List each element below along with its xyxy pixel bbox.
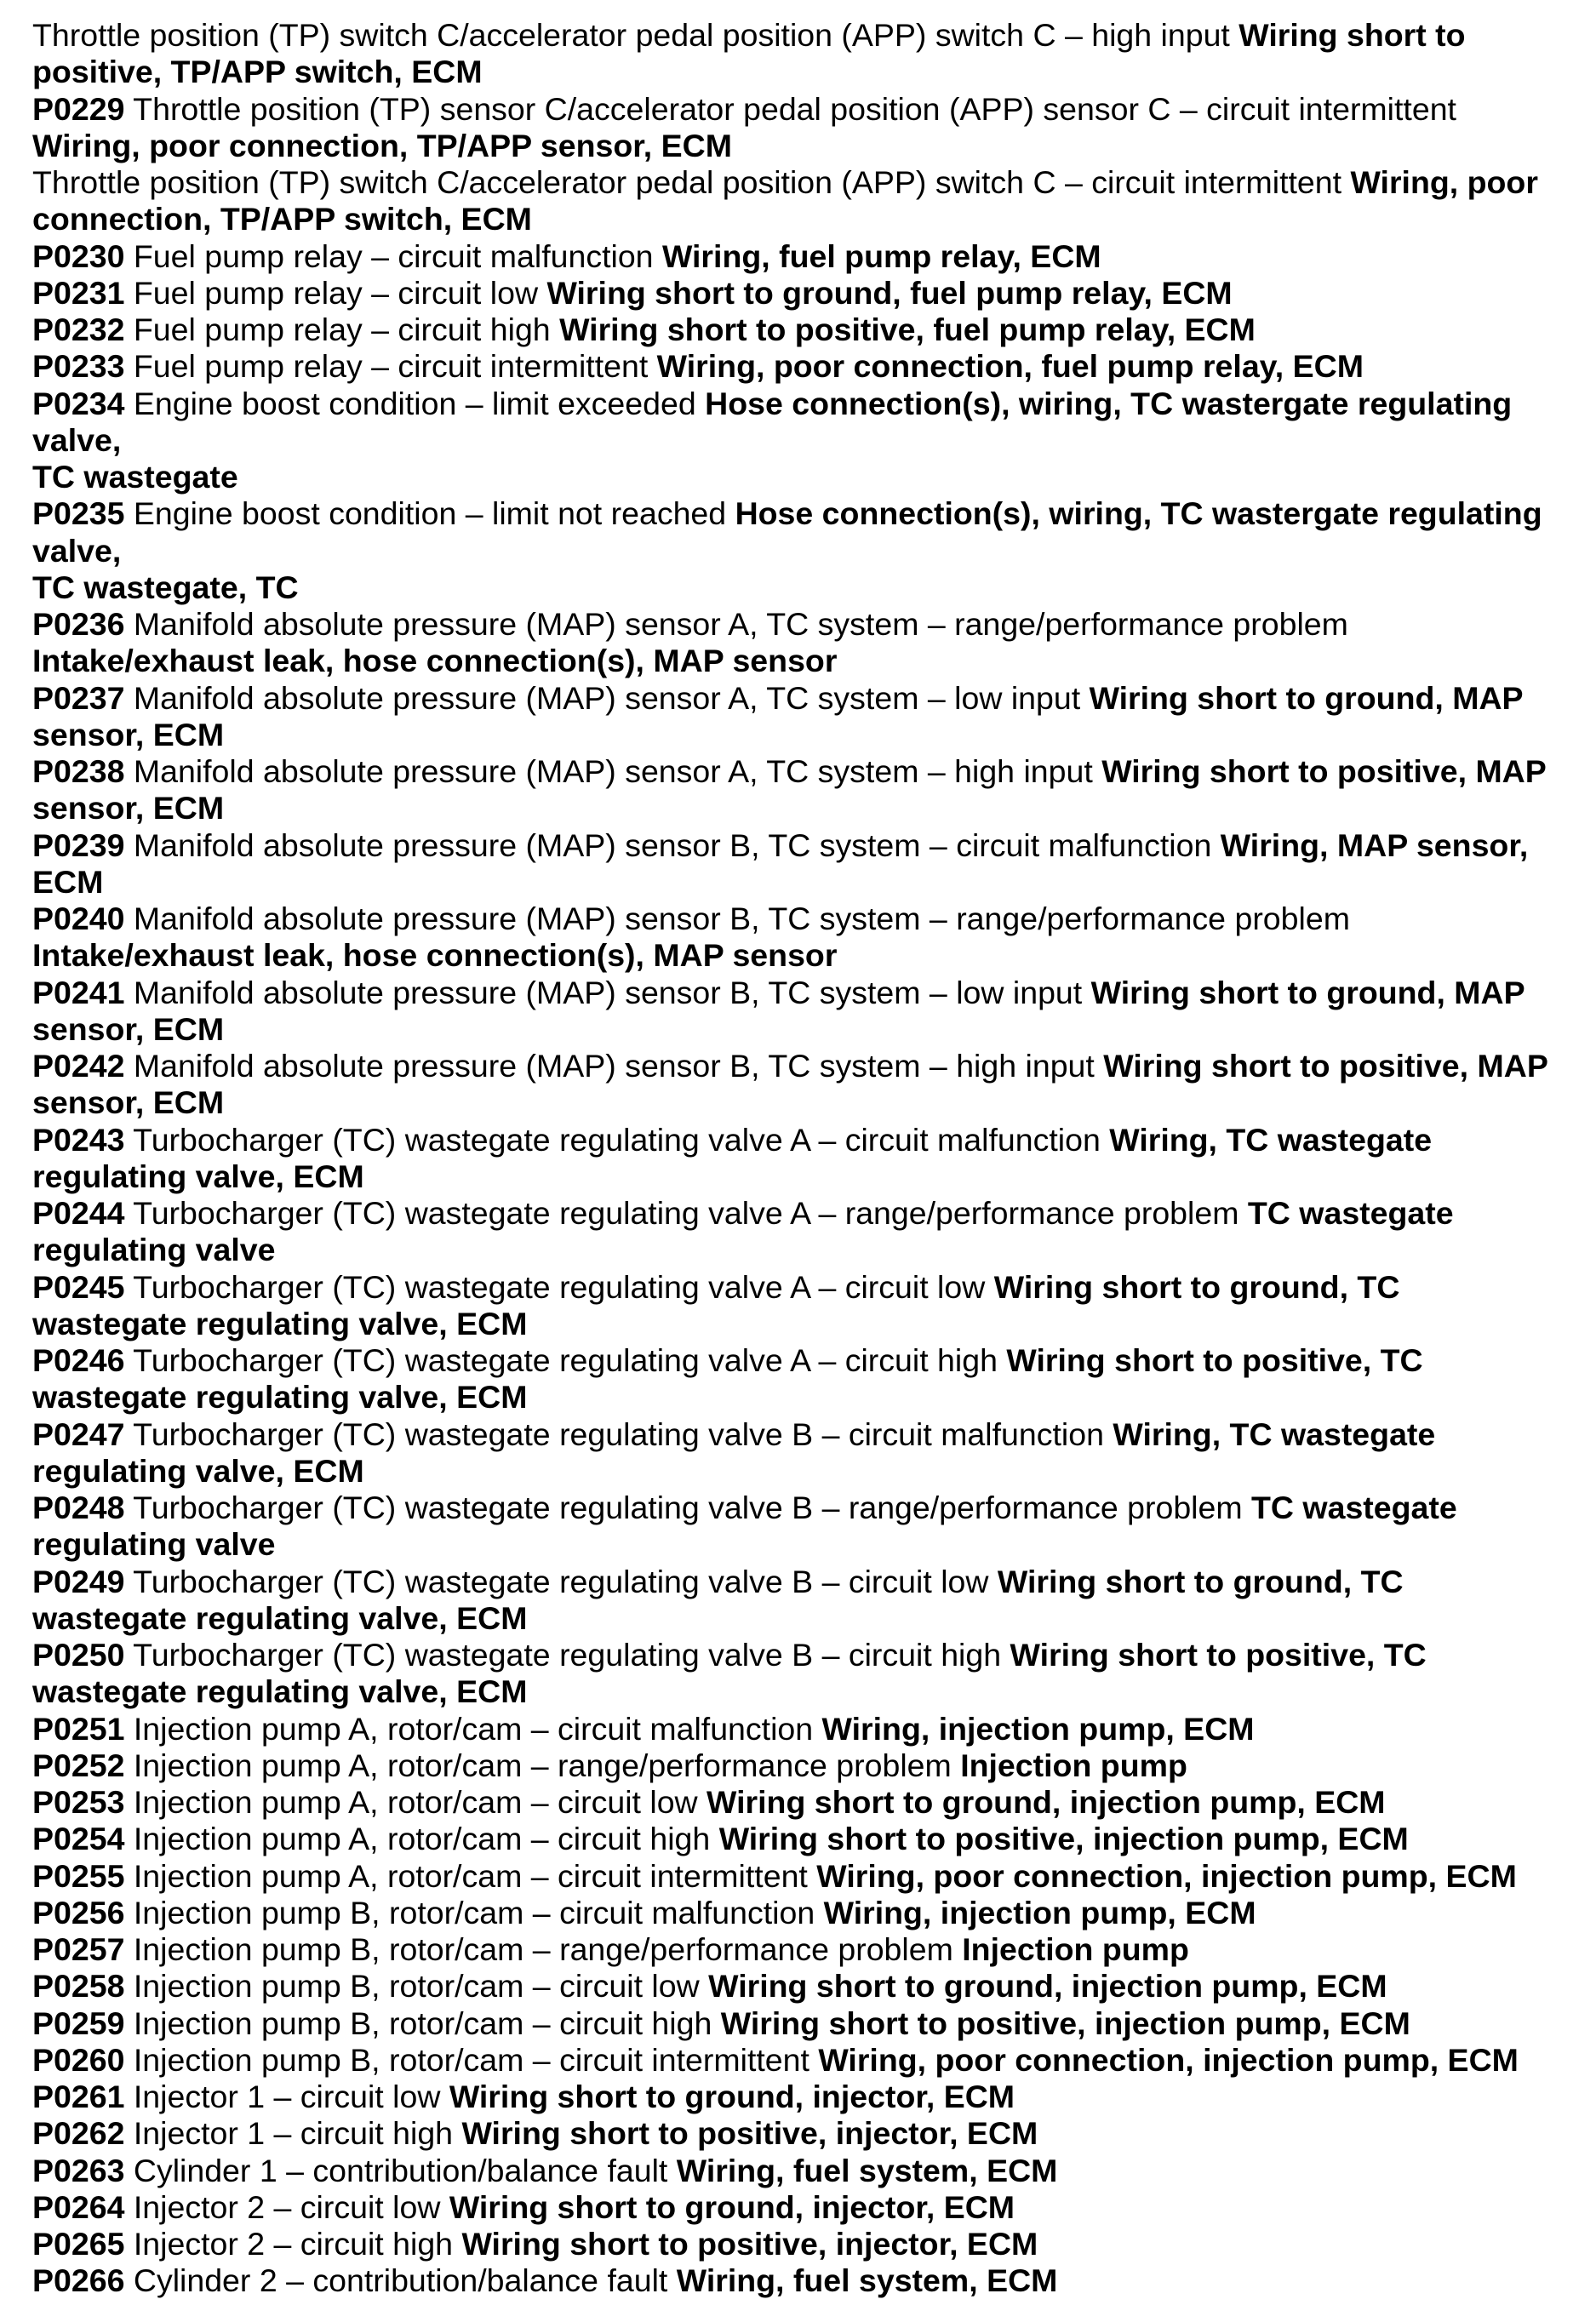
code-line bbox=[32, 164, 1575, 201]
dtc-code: P0246 bbox=[32, 1342, 125, 1378]
code-line bbox=[32, 680, 1575, 717]
dtc-possible-cause: Wiring, TC wastegate bbox=[1113, 1416, 1436, 1452]
dtc-possible-cause: Hose connection(s), wiring, TC wastergate regulating bbox=[735, 495, 1542, 532]
code-line bbox=[32, 937, 1575, 974]
dtc-description: Turbocharger (TC) wastegate regulating valve A – circuit low bbox=[124, 1268, 994, 1305]
dtc-possible-cause: TC wastegate, TC bbox=[32, 569, 299, 605]
code-line bbox=[32, 1011, 1575, 1048]
dtc-code: P0248 bbox=[32, 1490, 125, 1525]
code-line bbox=[32, 1711, 1575, 1747]
code-line bbox=[32, 753, 1575, 790]
dtc-description: Turbocharger (TC) wastegate regulating valve A – circuit malfunction bbox=[124, 1121, 1110, 1158]
dtc-description: Turbocharger (TC) wastegate regulating valve B – circuit low bbox=[124, 1563, 998, 1599]
dtc-description: Cylinder 2 – contribution/balance fault bbox=[124, 2262, 677, 2299]
dtc-code: P0263 bbox=[32, 2152, 125, 2188]
dtc-possible-cause: positive, TP/APP switch, ECM bbox=[32, 54, 483, 90]
dtc-possible-cause: Wiring short to ground, MAP bbox=[1089, 679, 1524, 716]
code-line bbox=[32, 275, 1575, 312]
code-line bbox=[32, 2262, 1575, 2299]
dtc-description: Manifold absolute pressure (MAP) sensor B, TC system – circuit malfunction bbox=[124, 826, 1221, 863]
dtc-possible-cause: TC wastegate bbox=[32, 459, 238, 495]
code-line bbox=[32, 386, 1575, 422]
dtc-possible-cause: Wiring, fuel system, ECM bbox=[676, 2262, 1058, 2299]
dtc-possible-cause: Wiring short to positive, TC bbox=[1006, 1342, 1423, 1378]
code-line bbox=[32, 975, 1575, 1011]
dtc-possible-cause: Intake/exhaust leak, hose connection(s), MAP sensor bbox=[32, 937, 838, 974]
code-line bbox=[32, 717, 1575, 753]
dtc-code: P0249 bbox=[32, 1563, 125, 1599]
dtc-description: Injector 1 – circuit low bbox=[124, 2079, 449, 2114]
dtc-description: Injection pump A, rotor/cam – circuit high bbox=[124, 1821, 719, 1857]
dtc-possible-cause: sensor, ECM bbox=[32, 1010, 225, 1047]
dtc-possible-cause: Wiring short to positive, injection pump, ECM bbox=[720, 2005, 1410, 2041]
dtc-possible-cause: wastegate regulating valve, ECM bbox=[32, 1379, 528, 1416]
dtc-possible-cause: valve, bbox=[32, 532, 122, 569]
dtc-description: Throttle position (TP) switch C/accelerator pedal position (APP) switch C – high input bbox=[32, 17, 1239, 53]
dtc-possible-cause: Wiring, poor connection, injection pump, ECM bbox=[816, 1857, 1517, 1894]
code-line bbox=[32, 901, 1575, 937]
dtc-description: Turbocharger (TC) wastegate regulating valve B – circuit malfunction bbox=[124, 1416, 1113, 1452]
dtc-possible-cause: wastegate regulating valve, ECM bbox=[32, 1673, 528, 1710]
dtc-description: Injector 1 – circuit high bbox=[124, 2115, 462, 2152]
dtc-description: Injection pump B, rotor/cam – circuit malfunction bbox=[124, 1894, 824, 1930]
code-line bbox=[32, 569, 1575, 606]
dtc-code: P0252 bbox=[32, 1747, 125, 1783]
dtc-code: P0235 bbox=[32, 495, 125, 532]
code-line bbox=[32, 1342, 1575, 1379]
dtc-possible-cause: regulating valve bbox=[32, 1232, 276, 1268]
dtc-code: P0257 bbox=[32, 1931, 125, 1967]
code-line bbox=[32, 2153, 1575, 2189]
dtc-possible-cause: connection, TP/APP switch, ECM bbox=[32, 201, 532, 237]
code-line bbox=[32, 1453, 1575, 1490]
dtc-possible-cause: wastegate regulating valve, ECM bbox=[32, 1305, 528, 1341]
dtc-description: Manifold absolute pressure (MAP) sensor B, TC system – range/performance problem bbox=[124, 901, 1350, 936]
code-line bbox=[32, 1084, 1575, 1121]
dtc-possible-cause: Injection pump bbox=[960, 1747, 1187, 1783]
dtc-code: P0251 bbox=[32, 1710, 125, 1747]
dtc-code: P0244 bbox=[32, 1195, 125, 1231]
dtc-possible-cause: Hose connection(s), wiring, TC wastergate regulating bbox=[705, 385, 1513, 421]
dtc-code: P0258 bbox=[32, 1968, 125, 2005]
code-line bbox=[32, 1490, 1575, 1526]
code-line bbox=[32, 1416, 1575, 1453]
code-line bbox=[32, 1306, 1575, 1342]
code-line bbox=[32, 1747, 1575, 1784]
dtc-possible-cause: regulating valve, ECM bbox=[32, 1158, 364, 1194]
dtc-possible-cause: Wiring, poor connection, TP/APP sensor, ECM bbox=[32, 127, 732, 163]
dtc-possible-cause: Wiring short to positive, injector, ECM bbox=[461, 2115, 1038, 2152]
dtc-code: P0240 bbox=[32, 901, 125, 936]
code-line bbox=[32, 1048, 1575, 1084]
dtc-description: Turbocharger (TC) wastegate regulating valve A – circuit high bbox=[124, 1342, 1007, 1378]
code-line bbox=[32, 827, 1575, 864]
code-line bbox=[32, 1379, 1575, 1416]
dtc-possible-cause: TC wastegate bbox=[1251, 1490, 1457, 1525]
dtc-possible-cause: Wiring short to positive, injection pump, ECM bbox=[718, 1821, 1409, 1857]
dtc-possible-cause: Wiring short to bbox=[1238, 17, 1466, 53]
code-line bbox=[32, 2042, 1575, 2079]
dtc-possible-cause: Wiring, injection pump, ECM bbox=[823, 1894, 1256, 1930]
dtc-description: Injector 2 – circuit low bbox=[124, 2188, 449, 2225]
dtc-code: P0241 bbox=[32, 974, 125, 1010]
dtc-code: P0233 bbox=[32, 348, 125, 385]
code-line bbox=[32, 1122, 1575, 1158]
code-line bbox=[32, 2189, 1575, 2226]
dtc-code-list bbox=[32, 17, 1575, 2300]
dtc-code: P0264 bbox=[32, 2188, 125, 2225]
code-line bbox=[32, 1858, 1575, 1895]
dtc-description: Manifold absolute pressure (MAP) sensor A, TC system – low input bbox=[124, 679, 1090, 716]
dtc-code: P0253 bbox=[32, 1784, 125, 1820]
code-line bbox=[32, 495, 1575, 532]
dtc-code: P0236 bbox=[32, 606, 125, 642]
dtc-description: Injection pump A, rotor/cam – circuit malfunction bbox=[124, 1710, 822, 1747]
dtc-description: Fuel pump relay – circuit low bbox=[124, 274, 547, 311]
dtc-code: P0265 bbox=[32, 2226, 125, 2262]
code-line bbox=[32, 2079, 1575, 2115]
code-line bbox=[32, 1968, 1575, 2005]
dtc-code: P0247 bbox=[32, 1416, 125, 1452]
code-line bbox=[32, 1637, 1575, 1673]
dtc-possible-cause: TC wastegate bbox=[1247, 1195, 1454, 1231]
code-line bbox=[32, 1895, 1575, 1931]
code-line bbox=[32, 1232, 1575, 1268]
dtc-possible-cause: wastegate regulating valve, ECM bbox=[32, 1599, 528, 1636]
dtc-description: Engine boost condition – limit not reached bbox=[124, 495, 735, 532]
code-line bbox=[32, 312, 1575, 348]
dtc-description: Turbocharger (TC) wastegate regulating valve B – circuit high bbox=[124, 1637, 1010, 1673]
dtc-possible-cause: Wiring short to ground, injection pump, ECM bbox=[706, 1784, 1386, 1820]
dtc-description: Injection pump B, rotor/cam – circuit high bbox=[124, 2005, 721, 2041]
dtc-code: P0229 bbox=[32, 90, 125, 127]
dtc-possible-cause: Wiring short to ground, TC bbox=[997, 1563, 1404, 1599]
code-line bbox=[32, 1821, 1575, 1857]
dtc-possible-cause: Wiring, MAP sensor, bbox=[1220, 826, 1529, 863]
dtc-code: P0245 bbox=[32, 1268, 125, 1305]
dtc-possible-cause: Wiring, fuel system, ECM bbox=[676, 2152, 1058, 2188]
dtc-description: Fuel pump relay – circuit malfunction bbox=[124, 237, 662, 274]
code-line bbox=[32, 201, 1575, 237]
dtc-description: Manifold absolute pressure (MAP) sensor B, TC system – low input bbox=[124, 974, 1091, 1010]
dtc-description: Throttle position (TP) sensor C/accelerator pedal position (APP) sensor C – circuit intermittent bbox=[124, 90, 1456, 127]
dtc-possible-cause: Wiring short to ground, injector, ECM bbox=[449, 2079, 1015, 2114]
code-line bbox=[32, 533, 1575, 569]
code-line bbox=[32, 2115, 1575, 2152]
code-line bbox=[32, 1784, 1575, 1821]
dtc-description: Manifold absolute pressure (MAP) sensor A, TC system – high input bbox=[124, 753, 1102, 789]
dtc-description: Cylinder 1 – contribution/balance fault bbox=[124, 2152, 677, 2188]
dtc-possible-cause: Wiring short to ground, injection pump, ECM bbox=[708, 1968, 1387, 2005]
dtc-possible-cause: Wiring short to positive, fuel pump relay, ECM bbox=[559, 312, 1256, 347]
dtc-code: P0262 bbox=[32, 2115, 125, 2152]
code-line bbox=[32, 238, 1575, 275]
code-line bbox=[32, 643, 1575, 679]
dtc-possible-cause: Wiring, poor connection, injection pump, ECM bbox=[818, 2041, 1519, 2078]
dtc-possible-cause: sensor, ECM bbox=[32, 716, 225, 752]
dtc-code: P0261 bbox=[32, 2079, 125, 2114]
code-line bbox=[32, 1158, 1575, 1195]
dtc-code: P0242 bbox=[32, 1048, 125, 1084]
code-line bbox=[32, 864, 1575, 901]
dtc-code: P0237 bbox=[32, 679, 125, 716]
dtc-code: P0250 bbox=[32, 1637, 125, 1673]
dtc-description: Manifold absolute pressure (MAP) sensor B, TC system – high input bbox=[124, 1048, 1104, 1084]
code-line bbox=[32, 54, 1575, 90]
dtc-description: Engine boost condition – limit exceeded bbox=[124, 385, 706, 421]
dtc-possible-cause: Wiring, poor bbox=[1350, 164, 1538, 200]
dtc-description: Fuel pump relay – circuit intermittent bbox=[124, 348, 657, 385]
code-line bbox=[32, 459, 1575, 495]
dtc-description: Injection pump A, rotor/cam – circuit low bbox=[124, 1784, 707, 1820]
dtc-possible-cause: Wiring short to positive, injector, ECM bbox=[461, 2226, 1038, 2262]
dtc-description: Injection pump B, rotor/cam – range/performance problem bbox=[124, 1931, 963, 1967]
dtc-description: Throttle position (TP) switch C/accelerator pedal position (APP) switch C – circuit intermittent bbox=[32, 164, 1351, 200]
dtc-code: P0232 bbox=[32, 312, 125, 347]
dtc-code: P0255 bbox=[32, 1857, 125, 1894]
dtc-description: Turbocharger (TC) wastegate regulating valve A – range/performance problem bbox=[124, 1195, 1248, 1231]
code-line bbox=[32, 1195, 1575, 1232]
dtc-possible-cause: Wiring short to positive, MAP bbox=[1101, 753, 1547, 789]
dtc-description: Injector 2 – circuit high bbox=[124, 2226, 462, 2262]
code-line bbox=[32, 606, 1575, 643]
dtc-possible-cause: Wiring, fuel pump relay, ECM bbox=[661, 237, 1101, 274]
dtc-description: Injection pump B, rotor/cam – circuit low bbox=[124, 1968, 709, 2005]
dtc-code: P0234 bbox=[32, 385, 125, 421]
dtc-code: P0259 bbox=[32, 2005, 125, 2041]
dtc-possible-cause: Wiring short to positive, MAP bbox=[1103, 1048, 1548, 1084]
dtc-possible-cause: ECM bbox=[32, 863, 104, 900]
code-line bbox=[32, 91, 1575, 128]
dtc-possible-cause: Wiring short to ground, MAP bbox=[1090, 974, 1525, 1010]
dtc-code: P0256 bbox=[32, 1894, 125, 1930]
code-line bbox=[32, 1564, 1575, 1600]
code-line bbox=[32, 1673, 1575, 1710]
dtc-possible-cause: sensor, ECM bbox=[32, 1084, 225, 1121]
dtc-possible-cause: Wiring short to positive, TC bbox=[1010, 1637, 1427, 1673]
dtc-possible-cause: Wiring short to ground, injector, ECM bbox=[449, 2188, 1015, 2225]
dtc-possible-cause: Wiring, TC wastegate bbox=[1109, 1121, 1433, 1158]
code-line bbox=[32, 17, 1575, 54]
dtc-description: Injection pump B, rotor/cam – circuit intermittent bbox=[124, 2041, 819, 2078]
code-line bbox=[32, 1526, 1575, 1563]
dtc-description: Turbocharger (TC) wastegate regulating valve B – range/performance problem bbox=[124, 1490, 1252, 1525]
dtc-possible-cause: regulating valve bbox=[32, 1526, 276, 1563]
code-line bbox=[32, 790, 1575, 826]
dtc-code: P0254 bbox=[32, 1821, 125, 1857]
dtc-description: Injection pump A, rotor/cam – circuit intermittent bbox=[124, 1857, 817, 1894]
code-line bbox=[32, 1600, 1575, 1637]
code-line bbox=[32, 2226, 1575, 2262]
dtc-possible-cause: sensor, ECM bbox=[32, 790, 225, 826]
dtc-code: P0239 bbox=[32, 826, 125, 863]
dtc-description: Fuel pump relay – circuit high bbox=[124, 312, 560, 347]
dtc-possible-cause: Wiring short to ground, TC bbox=[993, 1268, 1400, 1305]
code-line bbox=[32, 1931, 1575, 1968]
dtc-possible-cause: Injection pump bbox=[962, 1931, 1189, 1967]
dtc-possible-cause: Wiring, poor connection, fuel pump relay, ECM bbox=[656, 348, 1364, 385]
dtc-code: P0230 bbox=[32, 237, 125, 274]
dtc-code: P0266 bbox=[32, 2262, 125, 2299]
dtc-code: P0238 bbox=[32, 753, 125, 789]
dtc-possible-cause: Intake/exhaust leak, hose connection(s), MAP sensor bbox=[32, 643, 838, 679]
code-line bbox=[32, 348, 1575, 385]
dtc-code: P0260 bbox=[32, 2041, 125, 2078]
dtc-possible-cause: Wiring, injection pump, ECM bbox=[821, 1710, 1255, 1747]
dtc-possible-cause: valve, bbox=[32, 421, 122, 458]
dtc-possible-cause: Wiring short to ground, fuel pump relay, ECM bbox=[546, 274, 1233, 311]
dtc-code: P0231 bbox=[32, 274, 125, 311]
code-line bbox=[32, 128, 1575, 164]
dtc-description: Injection pump A, rotor/cam – range/performance problem bbox=[124, 1747, 961, 1783]
code-line bbox=[32, 2005, 1575, 2042]
dtc-possible-cause: regulating valve, ECM bbox=[32, 1452, 364, 1489]
code-line bbox=[32, 422, 1575, 459]
code-line bbox=[32, 1269, 1575, 1306]
dtc-code: P0243 bbox=[32, 1121, 125, 1158]
dtc-description: Manifold absolute pressure (MAP) sensor A, TC system – range/performance problem bbox=[124, 606, 1348, 642]
